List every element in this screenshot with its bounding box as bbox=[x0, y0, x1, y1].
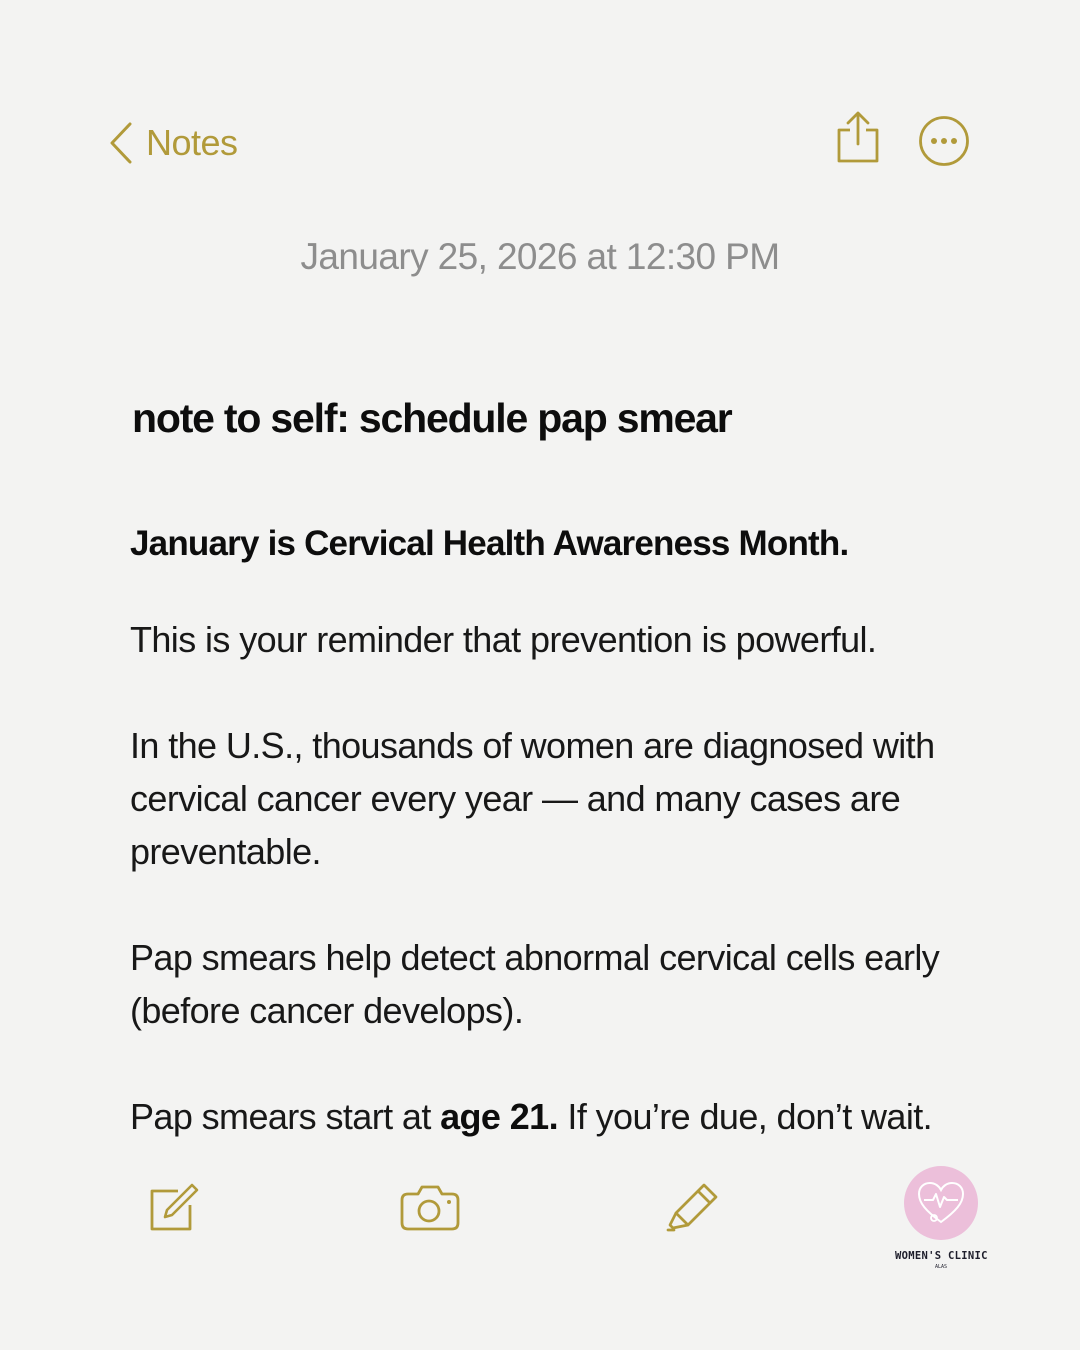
age-emphasis: age 21. bbox=[440, 1096, 559, 1137]
heart-stethoscope-icon bbox=[914, 1178, 968, 1228]
compose-button[interactable] bbox=[148, 1183, 200, 1238]
note-paragraph-1[interactable]: This is your reminder that prevention is powerful. bbox=[130, 619, 877, 660]
more-button[interactable] bbox=[917, 114, 971, 173]
pen-icon bbox=[664, 1182, 720, 1234]
camera-icon bbox=[399, 1184, 461, 1232]
logo-name: WOMEN'S CLINIC bbox=[895, 1250, 988, 1262]
back-label: Notes bbox=[146, 122, 238, 163]
share-icon bbox=[834, 110, 882, 164]
more-icon bbox=[917, 114, 971, 168]
note-title[interactable]: note to self: schedule pap smear bbox=[132, 395, 732, 441]
markup-button[interactable] bbox=[664, 1182, 720, 1239]
paragraph-4-start: Pap smears start at bbox=[130, 1096, 441, 1137]
note-date: January 25, 2026 at 12:30 PM bbox=[300, 236, 780, 277]
paragraph-4-end: If you’re due, don’t wait. bbox=[558, 1096, 933, 1137]
logo-subtitle: ALAS bbox=[934, 1264, 948, 1270]
clinic-logo bbox=[895, 1166, 987, 1270]
note-paragraph-3[interactable]: Pap smears help detect abnormal cervical cells early (before cancer develops). bbox=[130, 937, 940, 1031]
chevron-left-icon bbox=[108, 121, 134, 165]
camera-button[interactable] bbox=[399, 1184, 461, 1237]
note-paragraph-2[interactable]: In the U.S., thousands of women are diagnosed with cervical cancer every year — and many cases are preventable. bbox=[130, 725, 935, 872]
share-button[interactable] bbox=[834, 110, 882, 169]
note-paragraph-4[interactable] bbox=[130, 1090, 990, 1143]
back-button[interactable] bbox=[108, 118, 238, 168]
note-heading[interactable]: January is Cervical Health Awareness Month. bbox=[130, 524, 849, 563]
logo-emblem bbox=[904, 1166, 978, 1240]
compose-icon bbox=[148, 1183, 200, 1233]
